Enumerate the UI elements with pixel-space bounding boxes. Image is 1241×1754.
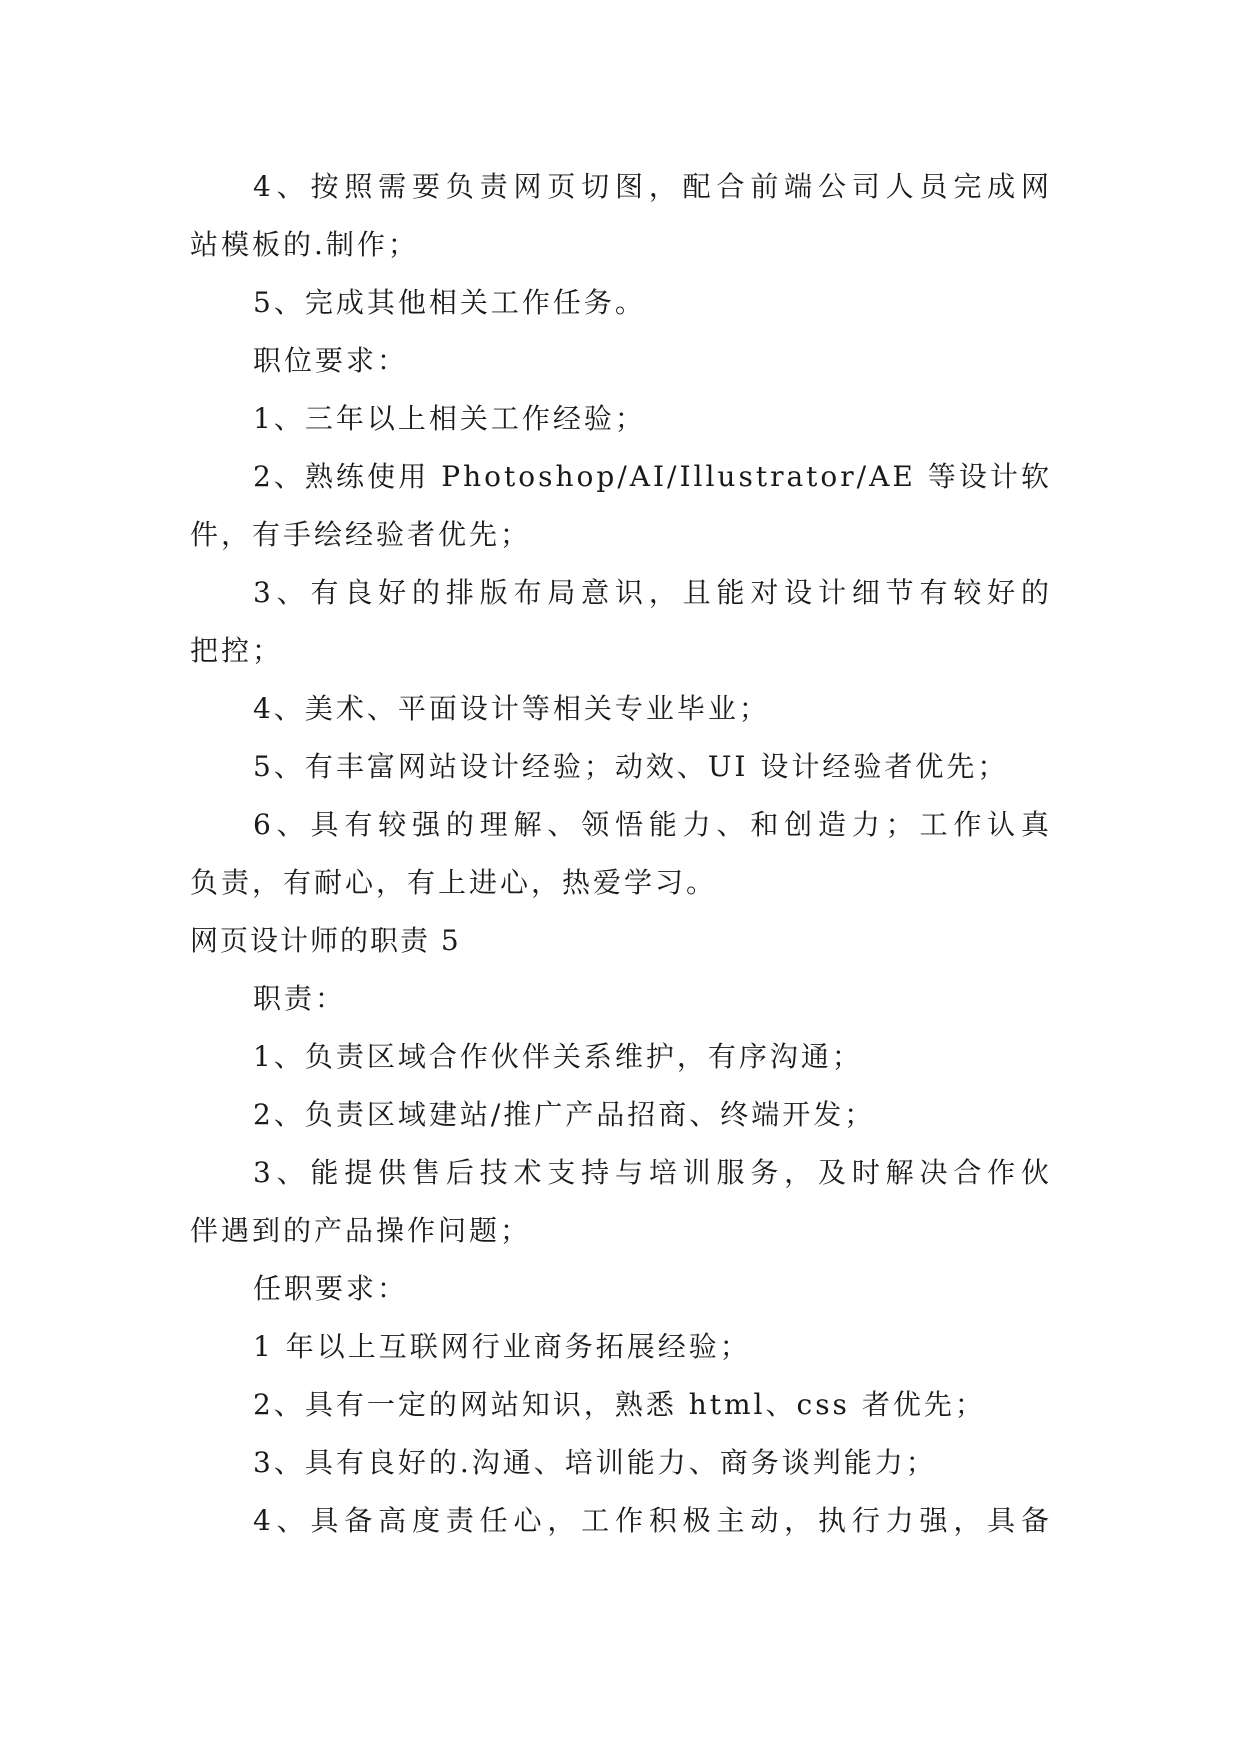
text-line: 站模板的.制作； [190,228,419,261]
text-line: 5、完成其他相关工作任务。 [253,286,646,319]
text-line: 2、熟练使用 Photoshop/AI/Illustrator/AE 等设计软 [253,460,1052,493]
text-line: 2、具有一定的网站知识，熟悉 html、css 者优先； [253,1388,986,1421]
text-line: 5、有丰富网站设计经验；动效、UI 设计经验者优先； [253,750,1009,783]
text-line: 3、具有良好的.沟通、培训能力、商务谈判能力； [253,1446,937,1479]
text-line: 3、有良好的排版布局意识，且能对设计细节有较好的 [253,576,1052,609]
text-line: 伴遇到的产品操作问题； [190,1214,532,1247]
text-line: 3、能提供售后技术支持与培训服务，及时解决合作伙 [253,1156,1052,1189]
text-line: 4、按照需要负责网页切图，配合前端公司人员完成网 [253,170,1052,203]
text-line: 职责： [253,982,347,1015]
text-line: 任职要求： [253,1272,409,1305]
section-heading: 网页设计师的职责 5 [190,924,461,957]
text-line: 1、负责区域合作伙伴关系维护，有序沟通； [253,1040,863,1073]
text-line: 4、美术、平面设计等相关专业毕业； [253,692,770,725]
text-line: 职位要求： [253,344,409,377]
text-line: 件，有手绘经验者优先； [190,518,532,551]
text-line: 6、具有较强的理解、领悟能力、和创造力；工作认真 [253,808,1052,841]
text-line: 2、负责区域建站/推广产品招商、终端开发； [253,1098,876,1131]
text-line: 1、三年以上相关工作经验； [253,402,646,435]
text-line: 4、具备高度责任心，工作积极主动，执行力强，具备 [253,1504,1052,1537]
text-line: 1 年以上互联网行业商务拓展经验； [253,1330,751,1363]
text-line: 把控； [190,634,284,667]
document-body [190,158,1052,1550]
text-line: 负责，有耐心，有上进心，热爱学习。 [190,866,718,899]
